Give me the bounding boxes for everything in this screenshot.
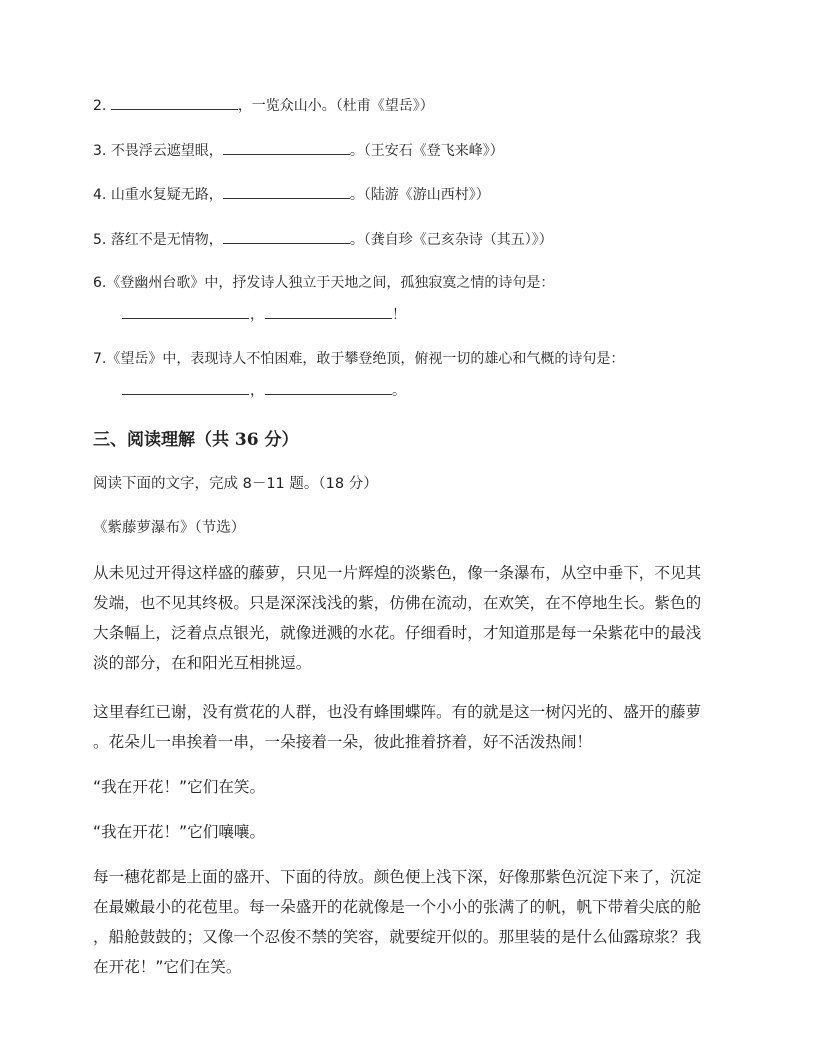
question-number: 4.: [93, 187, 107, 203]
question-number: 5.: [93, 232, 107, 248]
text-line: 每一穗花都是上面的盛开、下面的待放。颜色便上浅下深，好像那紫色沉淀下来了，沉淀: [93, 868, 702, 886]
blank-end-mark: 。: [392, 383, 406, 399]
blank-separator: ，: [250, 307, 264, 323]
answer-blank[interactable]: [265, 380, 392, 395]
question-text-after: 。（陆游《游山西村》）: [349, 187, 490, 203]
question-text-after: 。（龚自珍《己亥杂诗（其五）》）: [349, 232, 553, 248]
section-title: 三、阅读理解（共 36 分）: [93, 430, 299, 450]
question-6-answer-line: [122, 304, 406, 325]
question-number: 3.: [93, 143, 107, 159]
answer-blank[interactable]: [223, 140, 350, 155]
answer-blank[interactable]: [223, 184, 350, 199]
question-6: 6.《登幽州台歌》中，抒发诗人独立于天地之间，孤独寂寞之情的诗句是：: [93, 275, 555, 291]
passage-paragraph-5: [93, 862, 723, 982]
text-line: 从未见过开得这样盛的藤萝，只见一片辉煌的淡紫色，像一条瀑布，从空中垂下，不见其: [93, 564, 702, 582]
text-line: 淡的部分，在和阳光互相挑逗。: [93, 654, 312, 672]
passage-paragraph-4: “我在开花！”它们嚷嚷。: [93, 823, 266, 841]
reading-instruction: 阅读下面的文字，完成 8－11 题。（18 分）: [93, 476, 378, 492]
answer-blank[interactable]: [111, 95, 238, 110]
question-text-before: 落红不是无情物，: [110, 232, 223, 248]
passage-paragraph-2: [93, 697, 723, 757]
question-text-after: 。（王安石《登飞来峰》）: [349, 143, 504, 159]
answer-blank[interactable]: [122, 380, 249, 395]
answer-blank[interactable]: [265, 304, 392, 319]
text-line: ，船舱鼓鼓的；又像一个忍俊不禁的笑容，就要绽开似的。那里装的是什么仙露琼浆？我: [93, 928, 702, 946]
passage-title: 《紫藤萝瀑布》（节选）: [93, 520, 246, 536]
question-text-before: 山重水复疑无路，: [110, 187, 223, 203]
text-line: 在最嫩最小的花苞里。每一朵盛开的花就像是一个小小的张满了的帆，帆下带着尖底的舱: [93, 898, 702, 916]
text-line: 发端，也不见其终极。只是深深浅浅的紫，仿佛在流动，在欢笑，在不停地生长。紫色的: [93, 594, 702, 612]
answer-blank[interactable]: [122, 304, 249, 319]
question-2: [93, 95, 434, 116]
blank-separator: ，: [250, 383, 264, 399]
passage-paragraph-3: “我在开花！”它们在笑。: [93, 778, 266, 796]
text-line: 在开花！”它们在笑。: [93, 958, 242, 976]
question-7-answer-line: [122, 380, 406, 401]
question-4: [93, 184, 490, 205]
text-line: 这里春红已谢，没有赏花的人群，也没有蜂围蝶阵。有的就是这一树闪光的、盛开的藤萝: [93, 703, 702, 721]
blank-end-mark: ！: [392, 307, 406, 323]
answer-blank[interactable]: [223, 229, 350, 244]
question-5: [93, 229, 553, 250]
question-3: [93, 140, 504, 161]
question-text-before: 不畏浮云遮望眼，: [110, 143, 223, 159]
text-line: 。花朵儿一串挨着一串，一朵接着一朵，彼此推着挤着，好不活泼热闹！: [93, 733, 593, 751]
question-number: 2.: [93, 98, 107, 114]
question-text-after: ，一览众山小。（杜甫《望岳》）: [237, 98, 434, 114]
text-line: 大条幅上，泛着点点银光，就像迸溅的水花。仔细看时，才知道那是每一朵紫花中的最浅: [93, 624, 702, 642]
passage-paragraph-1: [93, 558, 723, 678]
question-7: 7.《望岳》中，表现诗人不怕困难，敢于攀登绝顶，俯视一切的雄心和气概的诗句是：: [93, 351, 625, 367]
